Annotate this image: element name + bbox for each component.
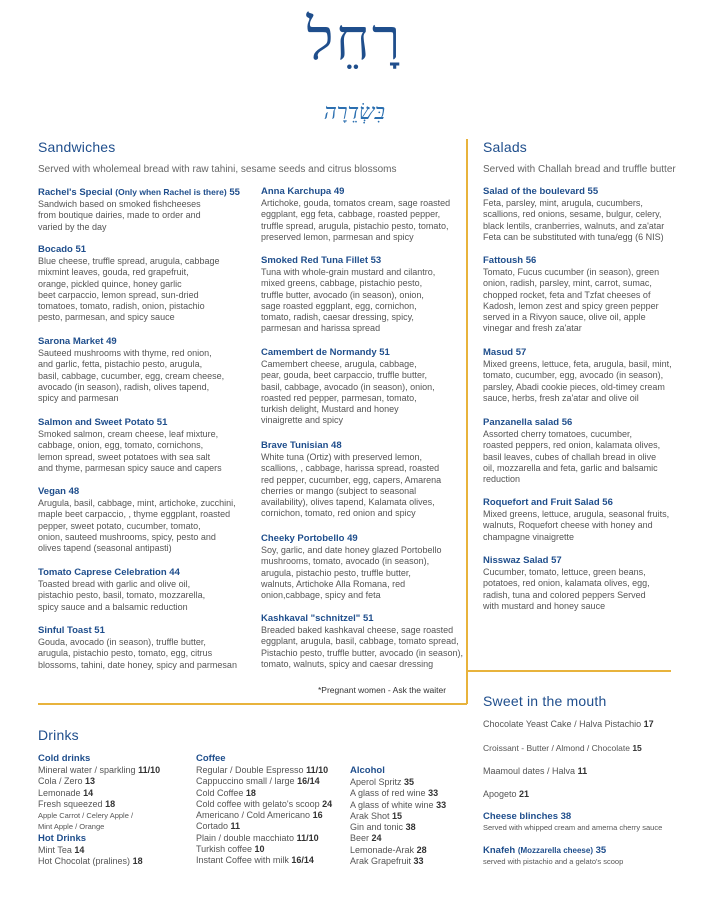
cold-drink-price: 13 bbox=[85, 776, 96, 787]
sandwich-item-name: Rachel's Special bbox=[38, 187, 113, 198]
salad-item-title bbox=[483, 497, 669, 509]
sandwich-item bbox=[261, 533, 441, 601]
sandwich-item-name: Anna Karchupa bbox=[261, 186, 332, 197]
salad-item-desc-line: reduction bbox=[483, 474, 521, 485]
sandwich-item bbox=[38, 186, 240, 233]
sandwich-item bbox=[38, 417, 222, 474]
sandwich-item-desc-line: orange, pickled quince, honey garlic bbox=[38, 278, 182, 289]
coffee-price: 24 bbox=[322, 798, 333, 809]
salad-item-price: 56 bbox=[525, 255, 537, 266]
alcohol-section bbox=[350, 765, 446, 867]
sweet-row bbox=[483, 742, 642, 754]
sandwich-item-desc-line: arugula, pistachio pesto, truffle butter, bbox=[261, 567, 411, 578]
coffee-price: 11 bbox=[230, 821, 241, 832]
sandwich-item-desc-line: pear, gouda, beet carpaccio, truffle butter, bbox=[261, 370, 427, 381]
salad-item-name: Panzanella salad bbox=[483, 417, 560, 428]
alcohol-name: Lemonade-Arak bbox=[350, 844, 415, 855]
cheese-blinches-price: 38 bbox=[560, 811, 572, 822]
sandwich-item-desc-line: basil, cabbage, avocado (in season), onion, bbox=[261, 381, 435, 392]
cold-drink-price: 11/10 bbox=[138, 765, 161, 775]
sandwich-item-name: Vegan bbox=[38, 486, 66, 497]
knafeh-name: Knafeh bbox=[483, 845, 516, 856]
coffee-row bbox=[196, 833, 332, 844]
sandwich-item-desc-line: Sauteed mushrooms with thyme, red onion, bbox=[38, 348, 212, 358]
logo-hebrew-subtitle: בִּשְׂדֵרָה bbox=[323, 100, 386, 125]
alcohol-name: Arak Grapefruit bbox=[350, 856, 412, 867]
alcohol-price: 28 bbox=[416, 844, 427, 855]
coffee-row bbox=[196, 810, 332, 821]
alcohol-price: 38 bbox=[405, 822, 416, 833]
sandwich-item-title bbox=[38, 625, 237, 637]
divider-vertical bbox=[466, 139, 468, 704]
pregnant-footnote: *Pregnant women - Ask the waiter bbox=[318, 685, 447, 695]
salad-item-desc-line: potatoes, red onion, kalamata olives, egg, bbox=[483, 578, 650, 589]
salad-item-name: Fattoush bbox=[483, 255, 524, 266]
hot-drink-price: 18 bbox=[132, 856, 143, 867]
salad-item-desc-line: black lentils, cranberries, walnuts, and za'atar bbox=[483, 220, 665, 231]
salad-item-desc-line: Mixed greens, lettuce, feta, arugula, basil, mint, bbox=[483, 359, 672, 369]
sandwich-item-desc-line: cabbage, onion, egg, tomato, cornichons, bbox=[38, 440, 204, 451]
sandwich-item bbox=[261, 347, 435, 427]
sandwich-item-name: Camembert de Normandy bbox=[261, 347, 377, 358]
sandwich-item-price: 48 bbox=[331, 440, 342, 451]
sandwich-item-desc-line: Toasted bread with garlic and olive oil, bbox=[38, 579, 191, 589]
sandwiches-title: Sandwiches bbox=[38, 139, 116, 155]
sandwich-item-desc-line: eggplant, egg feta, cabbage, roasted pepper, bbox=[261, 209, 441, 220]
sandwich-item-title bbox=[38, 567, 205, 579]
sweet-price: 17 bbox=[643, 719, 654, 729]
cold-drink-row bbox=[38, 788, 160, 799]
sweet-row bbox=[483, 788, 529, 800]
salad-item-desc-line: Kadosh, lemon zest and spicy green pepper bbox=[483, 300, 659, 311]
sandwich-item-desc-line: and garlic, fetta, pistachio pesto, arugula, bbox=[38, 359, 203, 370]
coffee-row bbox=[196, 844, 332, 855]
sandwich-item-desc-line: onion, sauteed mushrooms, spicy, pesto and bbox=[38, 531, 216, 542]
sandwich-item bbox=[261, 255, 435, 335]
sandwich-item-name: Bocado bbox=[38, 244, 73, 255]
alcohol-price: 15 bbox=[392, 810, 403, 821]
sandwich-item bbox=[38, 486, 236, 554]
hot-drinks-list bbox=[38, 845, 160, 868]
coffee-row bbox=[196, 855, 332, 866]
sandwich-item-desc-line: tomato, radish, caesar dressing, spicy, bbox=[261, 312, 414, 323]
sweet-name: Chocolate Yeast Cake / Halva Pistachio bbox=[483, 719, 642, 729]
coffee-name: Plain / double macchiato bbox=[196, 832, 295, 843]
alcohol-row bbox=[350, 856, 446, 867]
sandwich-item-price: 51 bbox=[379, 347, 390, 358]
salad-item-desc-line: served in a Rivyon sauce, olive oil, apple bbox=[483, 312, 646, 323]
sandwich-item-desc-line: pistachio pesto, basil, tomato, mozzarella, bbox=[38, 590, 206, 601]
sandwich-item bbox=[261, 186, 450, 243]
sandwich-item-desc-line: mushrooms, tomato, avocado (in season), bbox=[261, 556, 430, 567]
coffee-name: Cortado bbox=[196, 821, 229, 832]
coffee-row bbox=[196, 788, 332, 799]
coffee-name: Cold coffee with gelato's scoop bbox=[196, 798, 320, 809]
cold-drinks-heading: Cold drinks bbox=[38, 753, 91, 764]
alcohol-name: A glass of red wine bbox=[350, 788, 426, 799]
sandwich-item-name: Kashkaval "schnitzel" bbox=[261, 613, 361, 624]
sandwich-item-desc-line: cherries or mango (subject to seasonal bbox=[261, 485, 417, 496]
salad-item-desc-line: onion, radish, parsley, mint, carrot, sumac, bbox=[483, 278, 652, 289]
salad-item-desc-line: Feta, parsley, mint, arugula, cucumbers, bbox=[483, 198, 643, 208]
salad-item-title bbox=[483, 255, 659, 267]
sweet-row bbox=[483, 765, 587, 777]
knafeh-item bbox=[483, 845, 623, 867]
sandwich-item-desc-line: Blue cheese, truffle spread, arugula, cabbage bbox=[38, 256, 220, 266]
sandwich-item-desc-line: spicy and parmesan bbox=[38, 393, 119, 404]
alcohol-row bbox=[350, 822, 446, 833]
sandwich-item-price: 51 bbox=[75, 244, 87, 255]
sandwich-item-desc-line: sage roasted eggplant, egg, cornichon, bbox=[261, 300, 417, 311]
sweet-price: 11 bbox=[577, 766, 588, 776]
sandwich-item-price: 49 bbox=[333, 186, 345, 197]
sandwich-item-desc-line: parmesan and harissa spread bbox=[261, 323, 381, 334]
sandwich-item-desc-line: maple beet carpaccio, , thyme eggplant, roasted bbox=[38, 509, 231, 520]
knafeh-note: (Mozzarella cheese) bbox=[517, 846, 593, 855]
coffee-section bbox=[196, 753, 332, 867]
sandwich-item bbox=[38, 244, 219, 324]
sandwich-item-desc-line: truffle butter, avocado (in season), onion, bbox=[261, 289, 424, 300]
sandwich-item-desc-line: Arugula, basil, cabbage, mint, artichoke, zucchini, bbox=[38, 498, 236, 508]
sandwich-item-name: Sinful Toast bbox=[38, 625, 92, 636]
sandwich-item-desc-line: Sandwich based on smoked fishcheeses bbox=[38, 199, 201, 209]
alcohol-price: 33 bbox=[428, 788, 439, 799]
knafeh-price: 35 bbox=[595, 845, 607, 856]
sandwich-item bbox=[38, 567, 205, 613]
salad-item bbox=[483, 255, 659, 335]
salad-item bbox=[483, 417, 660, 485]
sandwich-item-price: 55 bbox=[229, 187, 240, 198]
salad-item-desc-line: tomato, cucumber, egg, avocado (in season), bbox=[483, 370, 664, 381]
sandwich-item-desc-line: Artichoke, gouda, tomatos cream, sage roasted bbox=[261, 198, 451, 208]
salad-item-desc-line: radish, tuna and colored peppers Served bbox=[483, 589, 646, 600]
salad-item-price: 55 bbox=[587, 186, 599, 197]
cold-drinks-list bbox=[38, 765, 160, 833]
sweet-price: 21 bbox=[519, 789, 530, 799]
salads-intro: Served with Challah bread and truffle butter bbox=[483, 164, 676, 175]
sandwich-item-title bbox=[261, 347, 435, 359]
salad-item-desc-line: sauce, herbs, fresh za'atar and olive oil bbox=[483, 392, 639, 403]
salad-item bbox=[483, 347, 672, 404]
divider-horizontal-drinks bbox=[38, 703, 467, 705]
sandwiches-intro: Served with wholemeal bread with raw tahini, sesame seeds and citrus blossoms bbox=[38, 164, 397, 175]
coffee-name: Cold Coffee bbox=[196, 787, 244, 798]
salad-item-title bbox=[483, 186, 664, 198]
alcohol-row bbox=[350, 845, 446, 856]
cold-drink-name: Mineral water / sparkling bbox=[38, 765, 136, 775]
cold-drink-price: 18 bbox=[105, 798, 116, 809]
sandwich-item bbox=[261, 440, 441, 520]
sandwich-item-desc-line: Breaded baked kashkaval cheese, sage roasted bbox=[261, 625, 454, 635]
sandwich-item-title bbox=[261, 613, 463, 625]
sandwich-item bbox=[38, 336, 224, 404]
salad-item-name: Roquefort and Fruit Salad bbox=[483, 497, 600, 508]
logo-hebrew-title: רָחֵל bbox=[306, 5, 403, 73]
sandwich-item-desc-line: spicy sauce and a balsamic reduction bbox=[38, 601, 188, 612]
sandwich-item-desc-line: lemon spread, sweet potatoes with sea salt bbox=[38, 451, 211, 462]
salad-item-price: 57 bbox=[551, 555, 562, 566]
sandwich-item-desc-line: turkish delight, Mustard and honey bbox=[261, 404, 399, 415]
sandwich-item-desc-line: cornichon, tomato, red onion and spicy bbox=[261, 508, 416, 519]
coffee-price: 11/10 bbox=[306, 765, 329, 775]
alcohol-name: Arak Shot bbox=[350, 810, 390, 821]
sandwich-item-desc-line: beet carpaccio, lemon spread, sun-dried bbox=[38, 289, 199, 300]
coffee-name: Cappuccino small / large bbox=[196, 776, 295, 787]
drinks-title: Drinks bbox=[38, 727, 79, 743]
sandwich-item-desc-line: truffle spread, arugula, pistachio pesto, tomato, bbox=[261, 220, 449, 231]
salad-item-title bbox=[483, 417, 660, 429]
coffee-row bbox=[196, 765, 332, 776]
sandwich-item-desc-line: and thyme, parmesan spicy sauce and capers bbox=[38, 462, 222, 473]
sandwich-item-title bbox=[261, 440, 441, 452]
cheese-blinches-name: Cheese blinches bbox=[483, 811, 558, 822]
sweet-title: Sweet in the mouth bbox=[483, 693, 607, 709]
cold-drink-name: Cola / Zero bbox=[38, 776, 83, 787]
sandwich-item-title bbox=[38, 486, 236, 498]
sandwich-item-price: 48 bbox=[68, 486, 80, 497]
sweet-name: Apogeto bbox=[483, 789, 517, 799]
hot-drink-row bbox=[38, 856, 160, 867]
coffee-list bbox=[196, 765, 332, 867]
alcohol-row bbox=[350, 777, 446, 788]
salad-item-desc-line: Feta can be substituted with tuna/egg (6 NIS) bbox=[483, 231, 664, 242]
alcohol-row bbox=[350, 811, 446, 822]
sandwich-item-desc-line: mixed greens, cabbage, pistachio pesto, bbox=[261, 278, 423, 289]
cheese-blinches-desc: Served with whipped cream and amerna cherry sauce bbox=[483, 823, 663, 832]
salad-item bbox=[483, 555, 650, 612]
hot-drink-row bbox=[38, 845, 160, 856]
sandwich-item-desc-line: Gouda, avocado (in season), truffle butter, bbox=[38, 637, 206, 647]
hot-drink-name: Hot Chocolat (pralines) bbox=[38, 856, 131, 867]
salad-item-desc-line: scallions, red onions, sesame, bulgur, celery, bbox=[483, 209, 662, 220]
alcohol-row bbox=[350, 800, 446, 811]
sandwich-item-title bbox=[261, 186, 450, 198]
sandwich-item-title bbox=[38, 336, 224, 348]
salad-item-desc-line: parsley, Abadi cookie pieces, old-timey cream bbox=[483, 381, 665, 392]
hot-drink-price: 14 bbox=[74, 844, 85, 855]
sandwich-item-name: Sarona Market bbox=[38, 336, 104, 347]
hot-drinks-heading: Hot Drinks bbox=[38, 832, 87, 844]
salad-item-desc-line: walnuts, Roquefort cheese with honey and bbox=[483, 520, 653, 531]
sandwich-item-desc-line: tomato, walnuts, spicy and caesar dressing bbox=[261, 658, 434, 669]
alcohol-price: 33 bbox=[436, 799, 447, 810]
salad-item-desc-line: chopped rocket, feta and Tzfat cheeses of bbox=[483, 289, 651, 300]
sandwich-item-desc-line: basil, cabbage, cucumber, egg, cream cheese, bbox=[38, 370, 225, 381]
salad-item-price: 56 bbox=[561, 417, 573, 428]
cold-drinks-section bbox=[38, 753, 160, 867]
sandwich-item-desc-line: Soy, garlic, and date honey glazed Portobello bbox=[261, 545, 442, 555]
salad-item-desc-line: vinegar and fresh za'atar bbox=[483, 323, 582, 334]
sandwich-item-name: Salmon and Sweet Potato bbox=[38, 417, 155, 428]
coffee-row bbox=[196, 799, 332, 810]
alcohol-name: Aperol Spritz bbox=[350, 777, 402, 787]
sandwich-item-desc-line: red pepper, cucumber, egg, capers, Amarena bbox=[261, 474, 442, 485]
fresh-juice-options: Mint Apple / Orange bbox=[38, 822, 105, 832]
cheese-blinches-item bbox=[483, 811, 662, 833]
sweet-name: Maamoul dates / Halva bbox=[483, 766, 576, 776]
salad-item-desc-line: roasted peppers, red onion, kalamata olives, bbox=[483, 440, 661, 451]
alcohol-row bbox=[350, 833, 446, 844]
salad-item-name: Masud bbox=[483, 347, 514, 358]
salad-item-desc-line: basil leaves, cubes of challah bread in olive bbox=[483, 451, 657, 462]
cold-drink-name: Fresh squeezed bbox=[38, 798, 103, 809]
sandwich-item-price: 44 bbox=[169, 567, 180, 578]
salad-item-desc-line: Assorted cherry tomatoes, cucumber, bbox=[483, 429, 633, 439]
salad-item-desc-line: with mustard and honey sauce bbox=[483, 600, 606, 611]
divider-horizontal-sweet bbox=[467, 670, 671, 672]
sandwich-item-desc-line: Camembert cheese, arugula, cabbage, bbox=[261, 359, 417, 369]
alcohol-row bbox=[350, 788, 446, 799]
alcohol-name: A glass of white wine bbox=[350, 799, 434, 810]
sandwich-item-desc-line: blossoms, tahini, date honey, spicy and parmesan bbox=[38, 659, 237, 670]
sandwich-item-desc-line: Smoked salmon, cream cheese, leaf mixture, bbox=[38, 429, 219, 439]
sandwich-item-desc-line: pepper, sweet potato, cucumber, tomato, bbox=[38, 520, 201, 531]
salad-item bbox=[483, 497, 669, 543]
sandwich-item-desc-line: preserved lemon, parmesan and spicy bbox=[261, 231, 414, 242]
sandwich-item-title bbox=[38, 244, 219, 256]
sandwich-item-desc-line: avocado (in season), radish, olives tapend, bbox=[38, 381, 210, 392]
sandwich-item-desc-line: from boutique dairies, made to order and bbox=[38, 210, 201, 221]
salad-item-name: Nisswaz Salad bbox=[483, 555, 549, 566]
sandwich-item bbox=[38, 625, 237, 671]
cold-drink-row bbox=[38, 776, 160, 787]
sandwich-item-title bbox=[38, 186, 240, 199]
sandwich-item-title bbox=[261, 533, 441, 545]
sandwich-item-price: 49 bbox=[106, 336, 117, 347]
sandwich-item-name: Tomato Caprese Celebration bbox=[38, 567, 167, 578]
alcohol-name: Beer bbox=[350, 833, 370, 844]
salad-item-desc-line: oil, mozzarella and feta, garlic and balsamic bbox=[483, 462, 658, 473]
sandwich-item-desc-line: availability), olives tapend, Kalamata olives, bbox=[261, 497, 435, 508]
alcohol-price: 33 bbox=[413, 856, 424, 867]
sandwich-item-desc-line: vinaigrette and spicy bbox=[261, 415, 344, 426]
sandwich-item-desc-line: White tuna (Ortiz) with preserved lemon, bbox=[261, 452, 423, 462]
coffee-price: 16/14 bbox=[291, 855, 314, 866]
fresh-juice-options: Apple Carrot / Celery Apple / bbox=[38, 811, 134, 821]
cold-drink-row bbox=[38, 765, 160, 776]
sandwich-item-desc-line: eggplant, arugula, basil, cabbage, tomato spread, bbox=[261, 636, 459, 647]
sandwich-item-desc-line: arugula, pistachio pesto, tomato, egg, citrus bbox=[38, 648, 213, 659]
sandwich-item-desc-line: scallions, , cabbage, harissa spread, roasted bbox=[261, 463, 440, 474]
sandwich-item-desc-line: tomatoes, tomato, radish, onion, pistachio bbox=[38, 301, 205, 312]
sandwich-item-price: 51 bbox=[156, 417, 168, 428]
sweet-name: Croissant - Butter / Almond / Chocolate bbox=[483, 743, 630, 753]
coffee-price: 11/10 bbox=[296, 832, 319, 843]
salad-item-name: Salad of the boulevard bbox=[483, 186, 585, 197]
sandwich-item-price: 51 bbox=[362, 613, 374, 624]
hot-drink-name: Mint Tea bbox=[38, 844, 72, 855]
coffee-price: 16 bbox=[312, 810, 323, 821]
sandwich-item-title bbox=[261, 255, 435, 267]
sandwich-item-title bbox=[38, 417, 222, 429]
coffee-name: Instant Coffee with milk bbox=[196, 855, 289, 866]
salad-item-title bbox=[483, 555, 650, 567]
cold-drink-price: 14 bbox=[83, 787, 94, 798]
sandwich-item-desc-line: pesto, parmesan, and spicy sauce bbox=[38, 312, 175, 323]
sandwich-item-note: (Only when Rachel is there) bbox=[115, 187, 227, 197]
sandwich-item-name: Smoked Red Tuna Fillet bbox=[261, 255, 368, 266]
alcohol-name: Gin and tonic bbox=[350, 822, 404, 833]
cold-drink-name: Lemonade bbox=[38, 787, 81, 798]
coffee-heading: Coffee bbox=[196, 753, 226, 764]
sandwich-item-desc-line: mixmint leaves, gouda, red grapefruit, bbox=[38, 267, 189, 278]
sandwich-item-desc-line: roasted red pepper, parmesan, tomato, bbox=[261, 392, 417, 403]
sweet-row bbox=[483, 718, 654, 730]
cold-drink-row bbox=[38, 799, 160, 810]
coffee-name: Americano / Cold Americano bbox=[196, 810, 311, 821]
coffee-row bbox=[196, 821, 332, 832]
salad-item-price: 56 bbox=[602, 497, 613, 508]
knafeh-desc: served with pistachio and a gelato's scoop bbox=[483, 857, 624, 866]
sandwich-item-desc-line: varied by the day bbox=[38, 221, 107, 232]
salad-item-desc-line: Mixed greens, lettuce, arugula, seasonal fruits, bbox=[483, 509, 670, 519]
salad-item-desc-line: Tomato, Fucus cucumber (in season), green bbox=[483, 267, 660, 277]
coffee-price: 10 bbox=[254, 844, 265, 855]
alcohol-price: 35 bbox=[404, 777, 415, 787]
coffee-price: 18 bbox=[245, 787, 256, 798]
alcohol-price: 24 bbox=[371, 833, 382, 844]
sandwich-item-desc-line: olives tapend (seasonal antipasti) bbox=[38, 543, 172, 554]
sandwich-item-name: Brave Tunisian bbox=[261, 440, 329, 451]
sandwich-item-desc-line: walnuts, Artichoke Alla Romana, red bbox=[261, 578, 406, 589]
sandwich-item-desc-line: Pistachio pesto, truffle butter, avocado (in season), bbox=[261, 647, 463, 658]
salad-item-desc-line: Cucumber, tomato, lettuce, green beans, bbox=[483, 567, 646, 577]
salad-item-title bbox=[483, 347, 672, 359]
alcohol-heading: Alcohol bbox=[350, 765, 385, 776]
sandwich-item-desc-line: onion,cabbage, spicy and feta bbox=[261, 590, 381, 601]
sandwich-item-price: 53 bbox=[370, 255, 382, 266]
sandwich-item bbox=[261, 613, 463, 670]
coffee-name: Turkish coffee bbox=[196, 844, 253, 855]
salad-item bbox=[483, 186, 664, 243]
sandwich-item-price: 51 bbox=[94, 625, 105, 636]
coffee-name: Regular / Double Espresso bbox=[196, 765, 304, 775]
sandwich-item-desc-line: Tuna with whole-grain mustard and cilantro, bbox=[261, 267, 436, 277]
salad-item-desc-line: champagne vinaigrette bbox=[483, 531, 575, 542]
coffee-row bbox=[196, 776, 332, 787]
sweet-price: 15 bbox=[632, 743, 642, 753]
sandwich-item-price: 49 bbox=[347, 533, 358, 544]
salads-title: Salads bbox=[483, 139, 528, 155]
salad-item-price: 57 bbox=[515, 347, 527, 358]
sandwich-item-name: Cheeky Portobello bbox=[261, 533, 345, 544]
alcohol-list bbox=[350, 777, 446, 867]
coffee-price: 16/14 bbox=[297, 776, 320, 787]
